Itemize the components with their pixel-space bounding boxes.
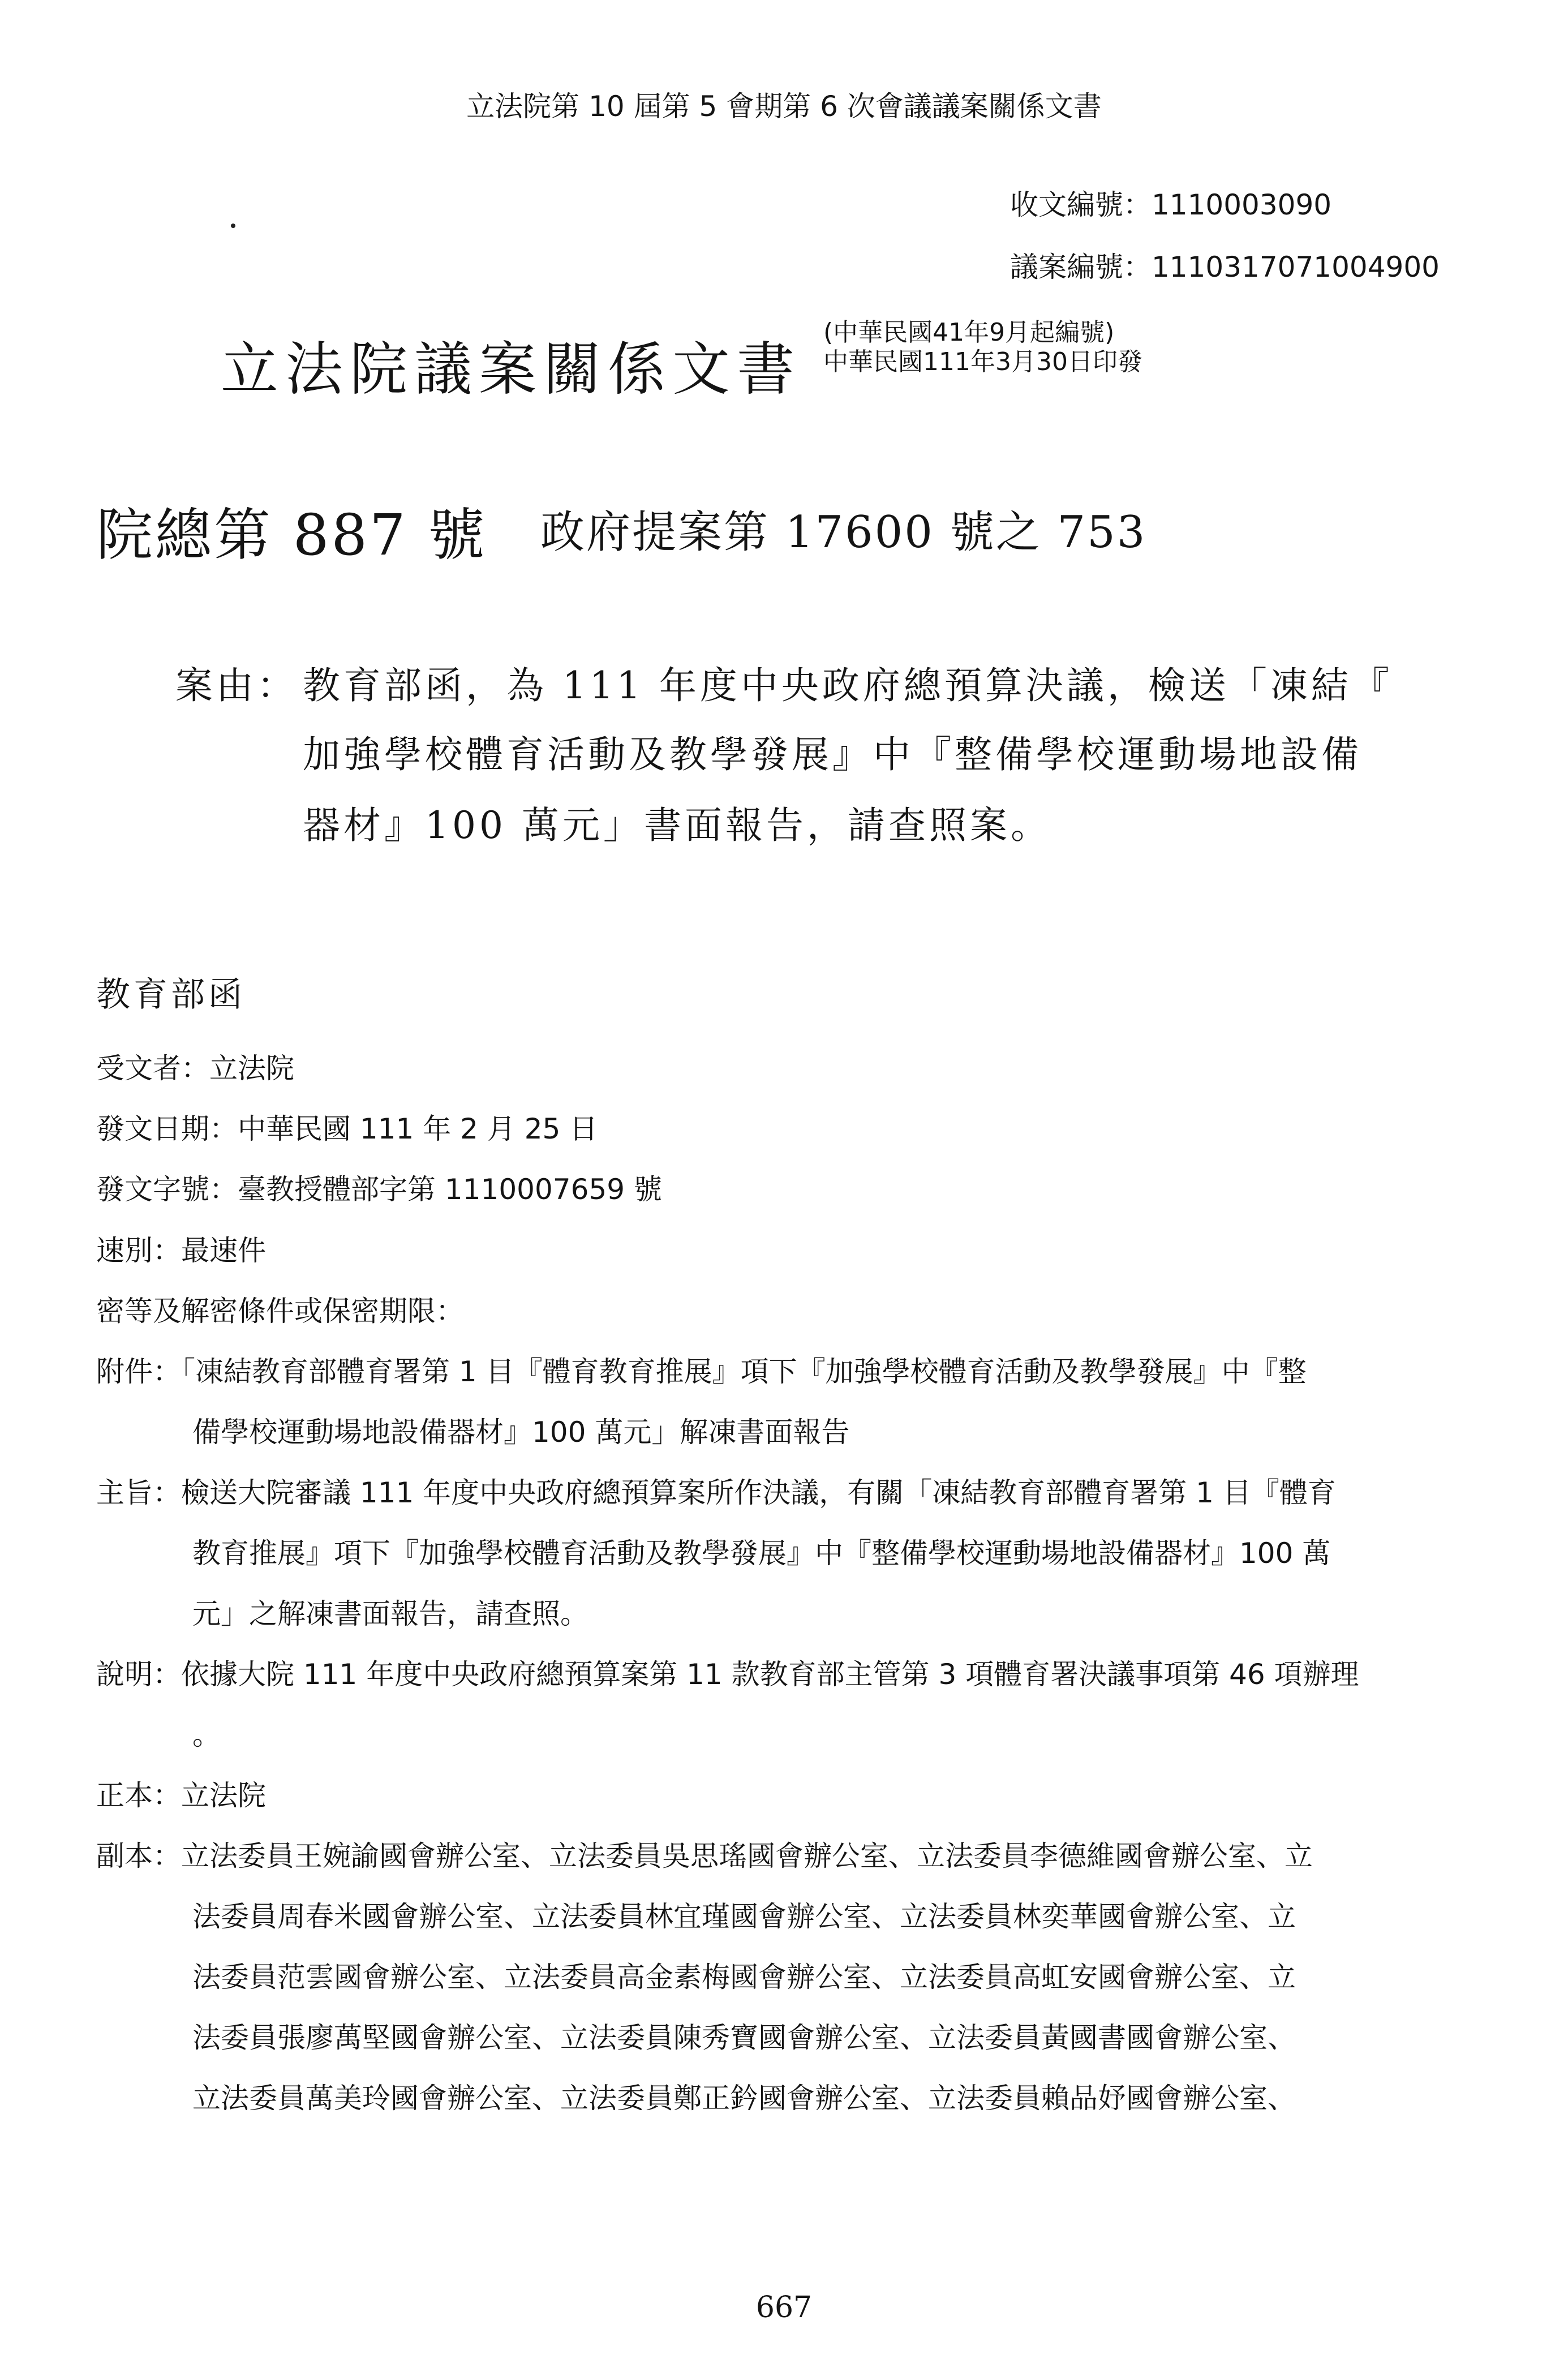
copies-field-continued: 法委員周春米國會辦公室、立法委員林宜瑾國會辦公室、立法委員林奕華國會辦公室、立 xyxy=(192,1900,1296,1933)
attachment-field-continued: 備學校運動場地設備器材』100 萬元」解凍書面報告 xyxy=(192,1416,850,1449)
date-field: 發文日期：中華民國 111 年 2 月 25 日 xyxy=(96,1112,598,1145)
original-recipient-field: 正本：立法院 xyxy=(96,1779,266,1812)
subject-line: 教育部函，為 111 年度中央政府總預算決議，檢送「凍結『 xyxy=(303,664,1393,707)
copies-field: 副本：立法委員王婉諭國會辦公室、立法委員吳思瑤國會辦公室、立法委員李德維國會辦公室、立 xyxy=(96,1840,1313,1872)
subject-line: 器材』100 萬元」書面報告，請查照案。 xyxy=(303,804,1051,847)
receipt-number: 收文編號：1110003090 xyxy=(1010,188,1332,221)
subject-label: 案由： xyxy=(175,664,298,707)
explanation-field: 說明：依據大院 111 年度中央政府總預算案第 11 款教育部主管第 3 項體育署決議事項第 46 項辦理 xyxy=(96,1658,1359,1691)
attachment-field: 附件：「凍結教育部體育署第 1 目『體育教育推展』項下『加強學校體育活動及教學發展』中『整 xyxy=(96,1355,1307,1388)
explanation-field-continued: 。 xyxy=(192,1719,221,1751)
speed-field: 速別：最速件 xyxy=(96,1234,266,1267)
session-header: 立法院第 10 屆第 5 會期第 6 次會議議案關係文書 xyxy=(466,90,1102,123)
recipient-field: 受文者：立法院 xyxy=(96,1052,294,1085)
sender-title: 教育部函 xyxy=(96,975,246,1015)
gist-field-continued: 元」之解凍書面報告，請查照。 xyxy=(192,1597,588,1630)
gist-field: 主旨：檢送大院審議 111 年度中央政府總預算案所作決議，有關「凍結教育部體育署第 1 目『體育 xyxy=(96,1476,1336,1509)
document-title: 立法院議案關係文書 xyxy=(221,336,801,403)
classification-field: 密等及解密條件或保密期限： xyxy=(96,1295,464,1328)
doc-number: 院總第 887 號 xyxy=(96,502,487,568)
bill-number: 議案編號：1110317071004900 xyxy=(1010,251,1440,283)
edition-note: (中華民國41年9月起編號) xyxy=(823,318,1115,347)
gist-field-continued: 教育推展』項下『加強學校體育活動及教學發展』中『整備學校運動場地設備器材』100 萬 xyxy=(192,1537,1331,1570)
copies-field-continued: 法委員張廖萬堅國會辦公室、立法委員陳秀寶國會辦公室、立法委員黃國書國會辦公室、 xyxy=(192,2021,1296,2054)
subject-line: 加強學校體育活動及教學發展』中『整備學校運動場地設備 xyxy=(303,733,1362,776)
copies-field-continued: 法委員范雲國會辦公室、立法委員高金素梅國會辦公室、立法委員高虹安國會辦公室、立 xyxy=(192,1961,1296,1994)
page-number: 667 xyxy=(755,2291,813,2325)
proposal-number: 政府提案第 17600 號之 753 xyxy=(540,507,1147,558)
print-date: 中華民國111年3月30日印發 xyxy=(823,347,1142,376)
copies-field-continued: 立法委員萬美玲國會辦公室、立法委員鄭正鈐國會辦公室、立法委員賴品妤國會辦公室、 xyxy=(192,2082,1296,2115)
reference-number-field: 發文字號：臺教授體部字第 1110007659 號 xyxy=(96,1173,662,1206)
scan-speck xyxy=(231,224,235,228)
